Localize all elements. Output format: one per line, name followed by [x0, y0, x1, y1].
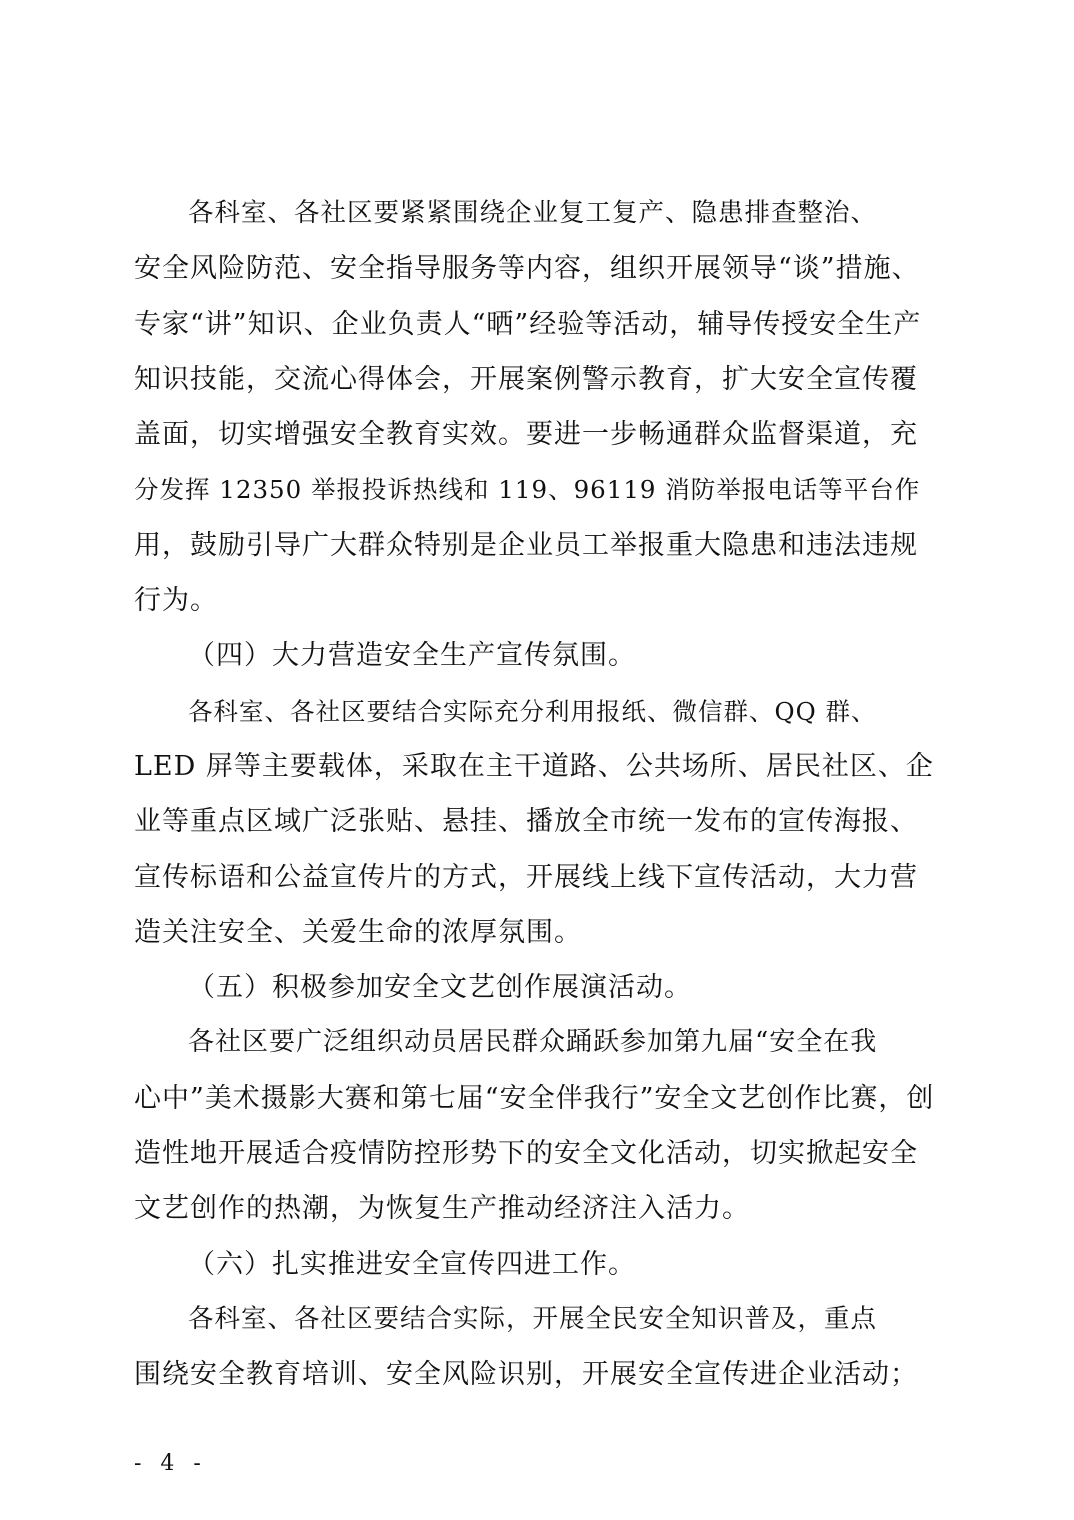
- paragraph-line: 盖面，切实增强安全教育实效。要进一步畅通群众监督渠道，充: [134, 419, 918, 451]
- paragraph-line: 用，鼓励引导广大群众特别是企业员工举报重大隐患和违法违规: [134, 529, 918, 561]
- heading-line: （四）大力营造安全生产宣传氛围。: [188, 640, 636, 672]
- paragraph-line: 各科室、各社区要结合实际充分利用报纸、微信群、QQ 群、: [188, 696, 877, 726]
- paragraph-line: 造关注安全、关爱生命的浓厚氛围。: [134, 916, 582, 948]
- paragraph-line: 知识技能，交流心得体会，开展案例警示教育，扩大安全宣传覆: [134, 363, 918, 395]
- heading-line: （六）扎实推进安全宣传四进工作。: [188, 1248, 636, 1280]
- paragraph-line: 行为。: [134, 585, 218, 617]
- paragraph-line: 分发挥 12350 举报投诉热线和 119、96119 消防举报电话等平台作: [134, 475, 921, 505]
- paragraph-line: 各科室、各社区要紧紧围绕企业复工复产、隐患排查整治、: [188, 198, 878, 228]
- body-paragraph-4: [134, 1292, 934, 1403]
- body-paragraph-3: [134, 1015, 934, 1236]
- body-paragraph-2: [134, 684, 934, 960]
- paragraph-line: 各科室、各社区要结合实际，开展全民安全知识普及，重点: [188, 1303, 878, 1334]
- page-number: - 4 -: [134, 1451, 207, 1476]
- paragraph-line: 宣传标语和公益宣传片的方式，开展线上线下宣传活动，大力营: [134, 861, 918, 893]
- paragraph-line: 专家“讲”知识、企业负责人“晒”经验等活动，辅导传授安全生产: [134, 308, 922, 340]
- paragraph-line: 安全风险防范、安全指导服务等内容，组织开展领导“谈”措施、: [134, 253, 920, 285]
- heading-line: （五）积极参加安全文艺创作展演活动。: [188, 972, 692, 1004]
- section-heading-6: [134, 1237, 934, 1292]
- paragraph-line: 造性地开展适合疫情防控形势下的安全文化活动，切实掀起安全: [134, 1138, 918, 1170]
- paragraph-line: 文艺创作的热潮，为恢复生产推动经济注入活力。: [134, 1193, 750, 1225]
- paragraph-line: 业等重点区域广泛张贴、悬挂、播放全市统一发布的宣传海报、: [134, 806, 918, 838]
- paragraph-line: 围绕安全教育培训、安全风险识别，开展安全宣传进企业活动；: [134, 1359, 918, 1391]
- body-paragraph-1: [134, 186, 934, 628]
- section-heading-4: [134, 628, 934, 683]
- section-heading-5: [134, 960, 934, 1015]
- paragraph-line: 各社区要广泛组织动员居民群众踊跃参加第九届“安全在我: [188, 1027, 878, 1058]
- document-page: [134, 186, 934, 1403]
- paragraph-line: 心中”美术摄影大赛和第七届“安全伴我行”安全文艺创作比赛，创: [134, 1082, 935, 1114]
- paragraph-line: LED 屏等主要载体，采取在主干道路、公共场所、居民社区、企: [134, 750, 934, 782]
